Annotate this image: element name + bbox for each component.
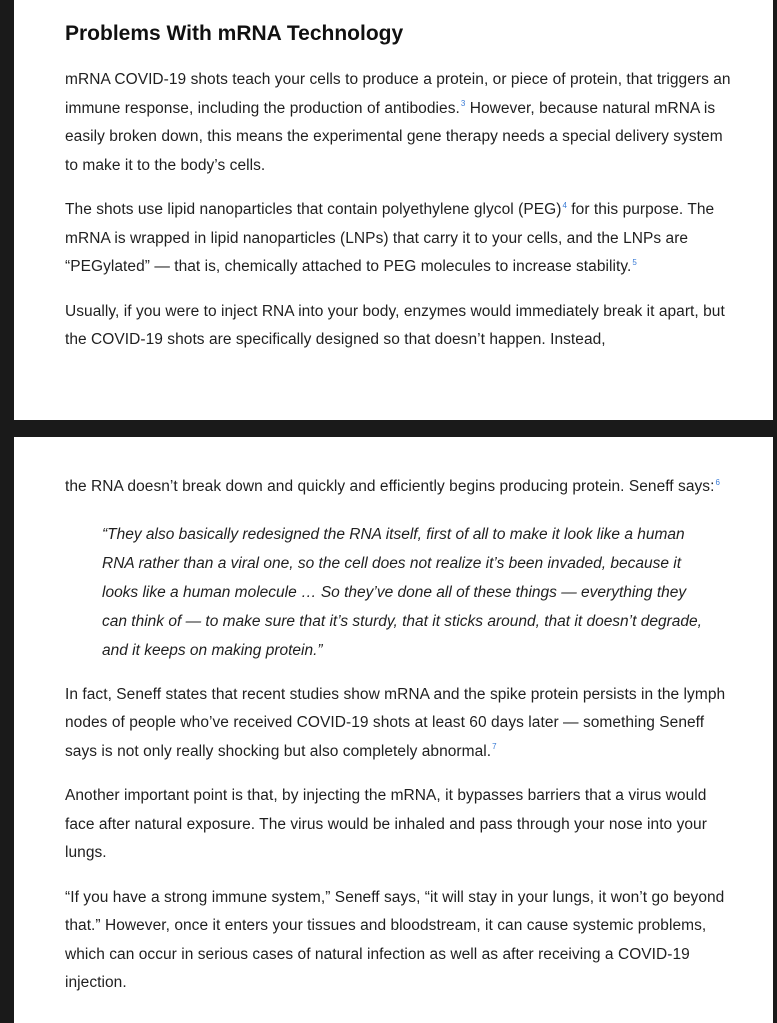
paragraph-2	[65, 196, 735, 282]
paragraph-3-part-2	[65, 473, 735, 502]
paragraph-1-text-after: However, because natural mRNA is easily broken down, this means the experimental gene therapy needs a special delivery system to make it to the body’s cells.	[65, 99, 723, 174]
paragraph-4-text: In fact, Seneff states that recent studies show mRNA and the spike protein persists in the lymph nodes of people who’ve received COVID-19 shots at least 60 days later — something Seneff says is not only really shocking but also completely abnormal.	[65, 685, 726, 760]
section-heading: Problems With mRNA Technology	[65, 22, 404, 45]
article-content-bottom	[65, 473, 735, 998]
paragraph-1	[65, 66, 735, 180]
article-panel-bottom	[14, 437, 773, 1023]
article-content-top	[65, 20, 735, 355]
seneff-quote: “They also basically redesigned the RNA itself, first of all to make it look like a human RNA rather than a viral one, so the cell does not realize it’s been invaded, because it looks like a human molecule … So they’ve done all of these things — everything they can think of — to make sure that it’s sturdy, that it sticks around, that it doesn’t degrade, and it keeps on making protein.”	[102, 525, 702, 659]
paragraph-6: “If you have a strong immune system,” Seneff says, “it will stay in your lungs, it won’t go beyond that.” However, once it enters your tissues and bloodstream, it can cause systemic problems, which can occur in serious cases of natural infection as well as after receiving a COVID-19 injection.	[65, 888, 725, 991]
reference-link-6[interactable]: 6	[715, 477, 720, 487]
reference-link-5[interactable]: 5	[632, 257, 637, 267]
paragraph-3-part-1: Usually, if you were to inject RNA into your body, enzymes would immediately break it apart, but the COVID-19 shots are specifically designed so that doesn’t happen. Instead,	[65, 302, 725, 348]
paragraph-4	[65, 681, 735, 767]
article-panel-top	[14, 0, 773, 420]
reference-link-3[interactable]: 3	[460, 99, 466, 109]
paragraph-3-part-2-text: the RNA doesn’t break down and quickly and efficiently begins producing protein. Seneff says:	[65, 478, 715, 495]
paragraph-2-text: The shots use lipid nanoparticles that contain polyethylene glycol (PEG)	[65, 201, 562, 218]
reference-link-7[interactable]: 7	[492, 742, 497, 752]
paragraph-5: Another important point is that, by injecting the mRNA, it bypasses barriers that a virus would face after natural exposure. The virus would be inhaled and pass through your nose into your lungs.	[65, 787, 707, 861]
paragraph-2-text-after: for this purpose. The mRNA is wrapped in lipid nanoparticles (LNPs) that carry it to your cells, and the LNPs are “PEGylated” — that is, chemically attached to PEG molecules to increase stability.	[65, 201, 715, 275]
reference-link-4[interactable]: 4	[562, 200, 567, 210]
paragraph-1-text: mRNA COVID-19 shots teach your cells to produce a protein, or piece of protein, that triggers an immune response, including the production of antibodies.	[65, 71, 731, 117]
